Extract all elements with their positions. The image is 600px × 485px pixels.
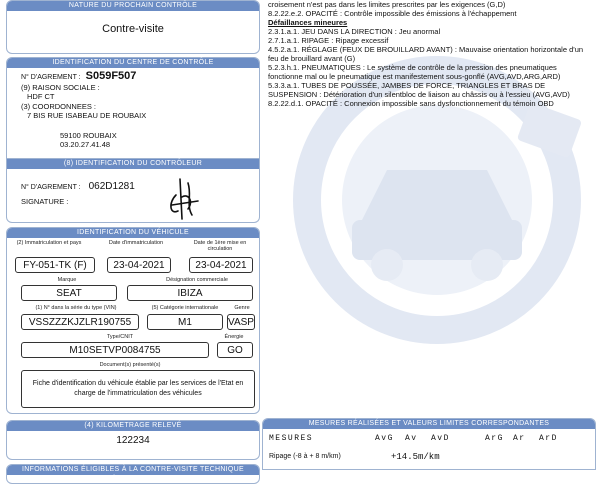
controleur-title: (8) IDENTIFICATION DU CONTRÔLEUR bbox=[7, 159, 259, 169]
defect-line: 8.2.22.e.2. OPACITÉ : Contrôle impossible des émissions à l'échappement bbox=[268, 9, 517, 18]
controleur-agrement-value: 062D1281 bbox=[88, 181, 135, 192]
centre-agrement-label: N° D'AGREMENT : bbox=[21, 74, 81, 81]
vin-field: VSSZZZKJZLR190755 bbox=[21, 314, 139, 330]
defaillances-list bbox=[268, 0, 592, 108]
col-arg: ArG bbox=[485, 434, 504, 443]
informations-title: INFORMATIONS ÉLIGIBLES À LA CONTRE-VISITE TECHNIQUE DÉFAVORABLE bbox=[7, 465, 259, 475]
designation-label: Désignation commerciale bbox=[166, 277, 228, 283]
documents-label: Document(s) présenté(s) bbox=[99, 362, 161, 368]
date-first-field: 23-04-2021 bbox=[189, 257, 253, 273]
phone: 03.20.27.41.48 bbox=[60, 140, 111, 149]
centre-title: IDENTIFICATION DU CENTRE DE CONTRÔLE bbox=[7, 58, 259, 68]
categorie-label: (5) Catégorie internationale bbox=[151, 305, 219, 311]
mesures-panel bbox=[262, 418, 596, 470]
marque-field: SEAT bbox=[21, 285, 117, 301]
type-field: M10SETVP0084755 bbox=[21, 342, 209, 358]
kilometrage-title: (4) KILOMETRAGE RELEVÉ bbox=[7, 421, 259, 431]
mesures-title: MESURES RÉALISÉES ET VALEURS LIMITES CORRESPONDANTES bbox=[263, 419, 595, 429]
address-line2: 59100 ROUBAIX bbox=[60, 131, 117, 140]
nature-title: NATURE DU PROCHAIN CONTRÔLE bbox=[7, 1, 259, 11]
energie-field: GO bbox=[217, 342, 253, 358]
informations-panel bbox=[6, 464, 260, 484]
col-ard: ArD bbox=[539, 434, 558, 443]
kilometrage-panel bbox=[6, 420, 260, 460]
controleur-agrement bbox=[21, 181, 135, 192]
nature-panel bbox=[6, 0, 260, 54]
signature-label: SIGNATURE : bbox=[21, 197, 69, 206]
immat-field: FY-051-TK (F) bbox=[15, 257, 95, 273]
controleur-agrement-label: N° D'AGREMENT : bbox=[21, 184, 81, 191]
defect-line: 2.7.1.a.1. RIPAGE : Ripage excessif bbox=[268, 36, 389, 45]
defect-line: 5.2.3.h.1. PNEUMATIQUES : Le système de contrôle de la pression des pneumatiques fonctionne mal ou le pneumatique est manifestement sous-gonflé (AVG,AVD,ARG,ARD) bbox=[268, 63, 561, 81]
centre-agrement-value: S059F507 bbox=[85, 70, 137, 82]
defect-line: 5.3.3.a.1. TUBES DE POUSSÉE, JAMBES DE FORCE, TRIANGLES ET BRAS DE SUSPENSION : Détérioration d'un silentbloc de liaison au châssis ou à l'essieu (AVG,AVD) bbox=[268, 81, 570, 99]
raison-sociale-label: (9) RAISON SOCIALE : bbox=[21, 83, 100, 92]
ripage-limits: (-8 à + 8 m/km) bbox=[293, 453, 341, 460]
date-first-label: Date de 1ère mise en circulation bbox=[193, 240, 247, 252]
date-immat-label: Date d'immatriculation bbox=[108, 240, 164, 246]
centre-agrement bbox=[21, 70, 136, 82]
genre-field: VASP bbox=[227, 314, 255, 330]
genre-label: Genre bbox=[234, 305, 250, 311]
left-column bbox=[6, 0, 260, 483]
address-line1: 7 BIS RUE ISABEAU DE ROUBAIX bbox=[27, 111, 147, 120]
immat-label: (2) Immatriculation et pays bbox=[16, 240, 82, 246]
mesures-header-label: MESURES bbox=[269, 434, 314, 443]
raison-sociale-value: HDF CT bbox=[27, 92, 55, 101]
ripage-row bbox=[269, 453, 341, 460]
vin-label: (1) N° dans la série du type (VIN) bbox=[35, 305, 117, 311]
col-avg: AvG bbox=[375, 434, 394, 443]
marque-label: Marque bbox=[57, 277, 77, 283]
date-immat-field: 23-04-2021 bbox=[107, 257, 171, 273]
nature-value: Contre-visite bbox=[102, 23, 164, 35]
centre-panel bbox=[6, 57, 260, 159]
signature-image bbox=[158, 175, 208, 223]
ripage-value: +14.5m/km bbox=[391, 452, 440, 462]
mineures-title: Défaillances mineures bbox=[268, 18, 348, 27]
defect-line: 4.5.2.a.1. RÉGLAGE (FEUX DE BROUILLARD AVANT) : Mauvaise orientation horizontale d'un feu de brouillard avant (G) bbox=[268, 45, 584, 63]
defect-line: 8.2.22.d.1. OPACITÉ : Connexion impossible sans dysfonctionnement du témoin OBD bbox=[268, 99, 554, 108]
vehicule-panel bbox=[6, 227, 260, 414]
kilometrage-value: 122234 bbox=[116, 435, 150, 446]
coordonnees-label: (3) COORDONNEES : bbox=[21, 102, 97, 111]
energie-label: Énergie bbox=[224, 334, 244, 340]
defect-line: croisement n'est pas dans les limites prescrites par les exigences (G,D) bbox=[268, 0, 506, 9]
ripage-label: Ripage bbox=[269, 453, 292, 460]
vehicule-title: IDENTIFICATION DU VÉHICULE bbox=[7, 228, 259, 238]
designation-field: IBIZA bbox=[127, 285, 253, 301]
type-label: Type/CNIT bbox=[106, 334, 134, 340]
documents-field: Fiche d'identification du véhicule établie par les services de l'Etat en charge de l'immatriculation des véhicules bbox=[21, 370, 255, 408]
col-ar: Ar bbox=[513, 434, 526, 443]
col-av: Av bbox=[405, 434, 418, 443]
defect-line: 2.3.1.a.1. JEU DANS LA DIRECTION : Jeu anormal bbox=[268, 27, 441, 36]
controleur-panel bbox=[6, 159, 260, 223]
right-column bbox=[262, 0, 596, 470]
col-avd: AvD bbox=[431, 434, 450, 443]
categorie-field: M1 bbox=[147, 314, 223, 330]
